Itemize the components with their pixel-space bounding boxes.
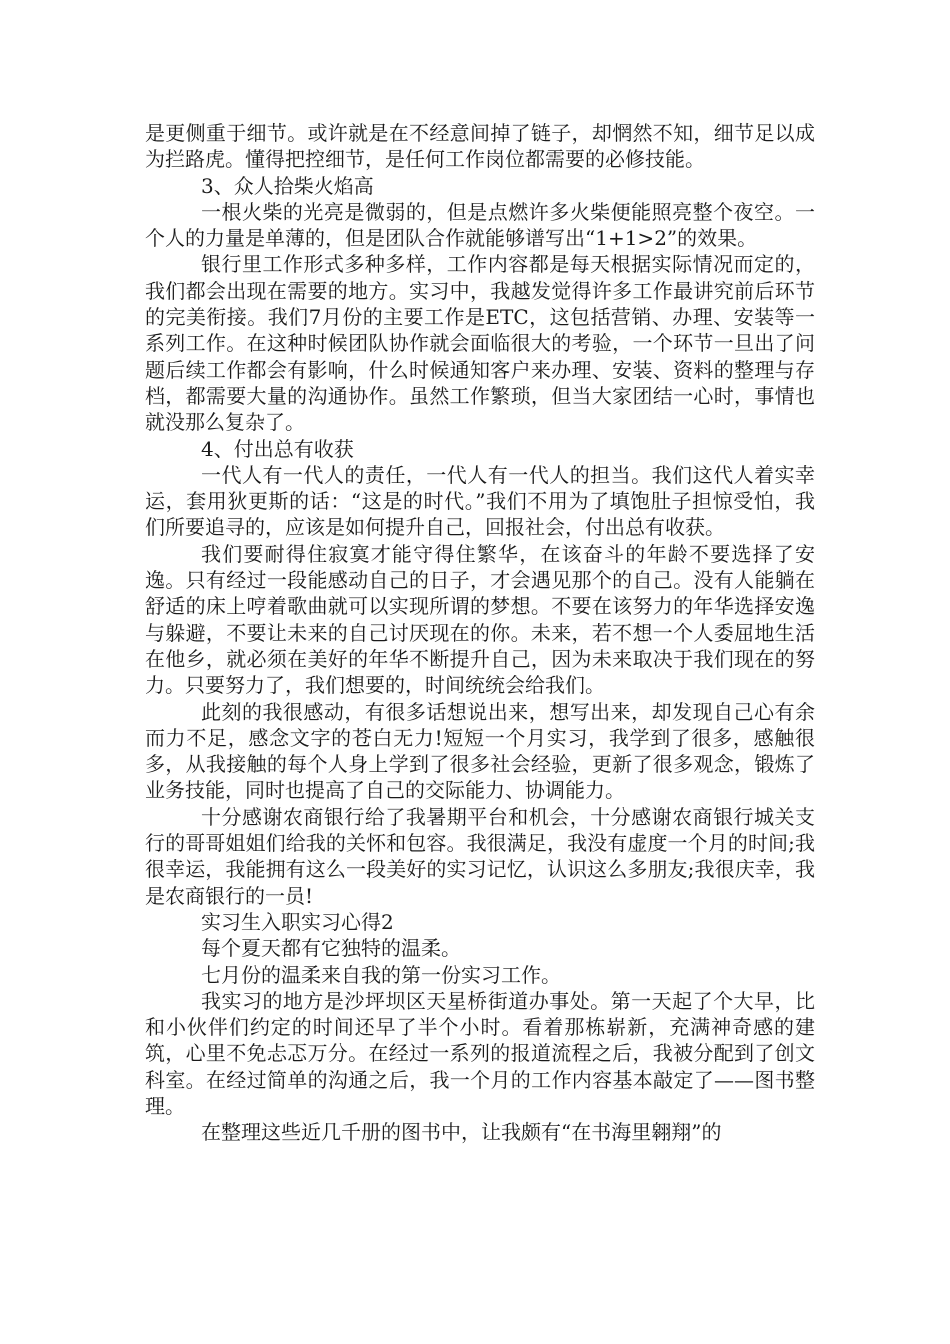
paragraph: 一代人有一代人的责任，一代人有一代人的担当。我们这代人着实幸运，套用狄更斯的话：“这是的时代。”我们不用为了填饱肚子担惊受怕，我们所要追寻的，应该是如何提升自己，回报社会，付出总有收获。: [145, 462, 815, 540]
paragraph: 我们要耐得住寂寞才能守得住繁华，在该奋斗的年龄不要选择了安逸。只有经过一段能感动自己的日子，才会遇见那个的自己。没有人能躺在舒适的床上哼着歌曲就可以实现所谓的梦想。不要在该努力的年华选择安逸与躲避，不要让未来的自己讨厌现在的你。未来，若不想一个人委屈地生活在他乡，就必须在美好的年华不断提升自己，因为未来取决于我们现在的努力。只要努力了，我们想要的，时间统统会给我们。: [145, 541, 815, 698]
paragraph: 七月份的温柔来自我的第一份实习工作。: [201, 962, 561, 987]
paragraph: 此刻的我很感动，有很多话想说出来，想写出来，却发现自己心有余而力不足，感念文字的苍白无力!短短一个月实习，我学到了很多，感触很多，从我接触的每个人身上学到了很多社会经验，更新了很多观念，锻炼了业务技能，同时也提高了自己的交际能力、协调能力。: [145, 699, 815, 803]
article-title: 实习生入职实习心得2: [201, 909, 394, 934]
section-heading: 4、付出总有收获: [201, 436, 354, 461]
paragraph: 是更侧重于细节。或许就是在不经意间掉了链子，却惘然不知，细节足以成为拦路虎。懂得把控细节，是任何工作岗位都需要的必修技能。: [145, 121, 815, 172]
paragraph: 银行里工作形式多种多样，工作内容都是每天根据实际情况而定的，我们都会出现在需要的地方。实习中，我越发觉得许多工作最讲究前后环节的完美衔接。我们7月份的主要工作是ETC，这包括营销、办理、安装等一系列工作。在这种时候团队协作就会面临很大的考验，一个环节一旦出了问题后续工作都会有影响，什么时候通知客户来办理、安装、资料的整理与存档，都需要大量的沟通协作。虽然工作繁琐，但当大家团结一心时，事情也就没那么复杂了。: [145, 252, 815, 435]
section-heading: 3、众人拾柴火焰高: [201, 173, 374, 198]
paragraph: 在整理这些近几千册的图书中，让我颇有“在书海里翱翔”的: [201, 1120, 722, 1145]
body-text: [145, 120, 815, 1146]
paragraph: 每个夏天都有它独特的温柔。: [201, 936, 461, 961]
paragraph: 十分感谢农商银行给了我暑期平台和机会，十分感谢农商银行城关支行的哥哥姐姐们给我的关怀和包容。我很满足，我没有虚度一个月的时间;我很幸运，我能拥有这么一段美好的实习记忆，认识这么多朋友;我很庆幸，我是农商银行的一员!: [145, 804, 815, 908]
paragraph: 我实习的地方是沙坪坝区天星桥街道办事处。第一天起了个大早，比和小伙伴们约定的时间还早了半个小时。看着那栋崭新，充满神奇感的建筑，心里不免忐忑万分。在经过一系列的报道流程之后，我被分配到了创文科室。在经过简单的沟通之后，我一个月的工作内容基本敲定了——图书整理。: [145, 988, 815, 1118]
paragraph: 一根火柴的光亮是微弱的，但是点燃许多火柴便能照亮整个夜空。一个人的力量是单薄的，但是团队合作就能够谱写出“1+1>2”的效果。: [145, 199, 815, 251]
